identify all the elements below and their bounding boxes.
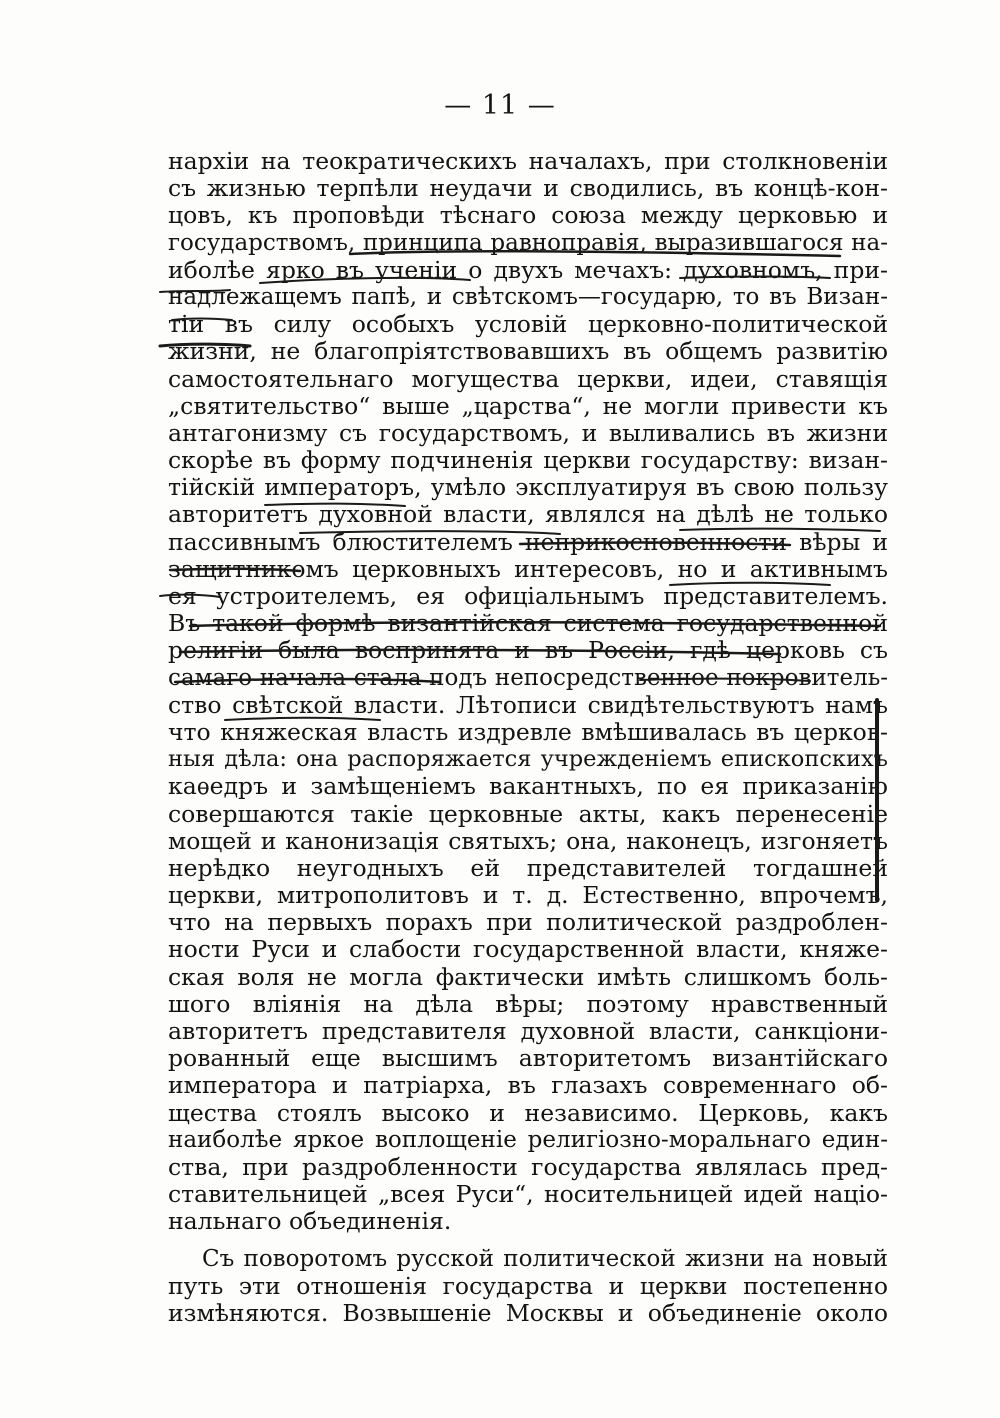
text-line: авторитетъ духовной власти, являлся на дѣлѣ не только <box>168 500 888 529</box>
text-line: Съ поворотомъ русской политической жизни на новый <box>202 1245 888 1272</box>
text-line: каѳедръ и замѣщеніемъ вакантныхъ, по ея приказанію <box>168 772 888 801</box>
text-line: жизни, не благопріятствовавшихъ въ общемъ развитію <box>168 337 888 366</box>
text-line: ставительницей „всея Руси“, носительницей идей націо- <box>168 1180 888 1209</box>
text-line: самаго начала стала подъ непосредственное покровитель- <box>168 664 888 691</box>
text-line: ство свѣтской власти. Лѣтописи свидѣтельствуютъ намъ <box>168 690 888 719</box>
text-line: иболѣе ярко въ ученіи о двухъ мечахъ: духовномъ, при- <box>168 255 888 284</box>
text-line: нархіи на теократическихъ началахъ, при столкновеніи <box>168 147 888 175</box>
text-line: государствомъ, принципа равноправія, выразившагося на- <box>168 229 888 256</box>
text-line: щества стоялъ высоко и независимо. Церковь, какъ <box>168 1098 888 1127</box>
text-line: наиболѣе яркое воплощеніе религіозно-моральнаго един- <box>168 1126 888 1153</box>
text-line: церкви, митрополитовъ и т. д. Естественно, впрочемъ, <box>168 881 888 910</box>
text-line: нерѣдко неугодныхъ ей представителей тогдашней <box>168 853 888 882</box>
text-line: авторитетъ представителя духовной власти, санкціони- <box>168 1017 888 1045</box>
body-text <box>168 148 888 1327</box>
text-line: надлежащемъ папѣ, и свѣтскомъ—государю, то въ Визан- <box>168 283 888 310</box>
paragraph-gap <box>168 1236 888 1246</box>
text-line: тіи въ силу особыхъ условій церковно-политической <box>168 310 888 339</box>
text-line: ства, при раздробленности государства являлась пред- <box>168 1152 888 1181</box>
text-line: ская воля не могла фактически имѣть слишкомъ боль- <box>168 962 888 991</box>
text-line: пассивнымъ блюстителемъ неприкосновенности вѣры и <box>168 527 888 556</box>
text-line: ныя дѣла: она распоряжается учрежденіемъ епископскихъ <box>168 746 888 773</box>
text-line: нальнаго объединенія. <box>168 1207 452 1236</box>
text-line: ея устроителемъ, ея офиціальнымъ представителемъ. <box>168 582 888 610</box>
text-line: антагонизму съ государствомъ, и выливались въ жизни <box>168 418 888 447</box>
text-line: цовъ, къ проповѣди тѣснаго союза между церковью и <box>168 201 888 230</box>
text-line: религіи была воспринята и въ Россіи, гдѣ церковь съ <box>168 636 888 665</box>
text-line: совершаются такіе церковные акты, какъ перенесеніе <box>168 799 888 828</box>
text-line: скорѣе въ форму подчиненія церкви государству: визан- <box>168 446 888 475</box>
text-line: шого вліянія на дѣла вѣры; поэтому нравственный <box>168 989 888 1018</box>
text-line: мощей и канонизація святыхъ; она, наконецъ, изгоняетъ <box>168 826 888 855</box>
text-line: рованный еще высшимъ авторитетомъ византійскаго <box>168 1044 888 1073</box>
text-line: измѣняются. Возвышеніе Москвы и объединеніе около <box>168 1298 888 1327</box>
text-line: императора и патріарха, въ глазахъ современнаго об- <box>168 1071 888 1100</box>
text-line: тійскій императоръ, умѣло эксплуатируя въ свою пользу <box>168 473 888 502</box>
text-line: защитникомъ церковныхъ интересовъ, но и активнымъ <box>168 554 888 583</box>
text-line: „святительство“ выше „царства“, не могли привести къ <box>168 391 888 420</box>
paragraph-1 <box>168 148 888 1236</box>
paragraph-2 <box>168 1246 888 1328</box>
text-line: съ жизнью терпѣли неудачи и сводились, въ концѣ-кон- <box>168 174 888 203</box>
text-line: самостоятельнаго могущества церкви, идеи, ставящія <box>168 364 888 393</box>
text-line: ности Руси и слабости государственной власти, княже- <box>168 935 888 964</box>
text-line: что на первыхъ порахъ при политической раздроблен- <box>168 908 888 937</box>
text-line: путь эти отношенія государства и церкви постепенно <box>168 1271 888 1300</box>
page-number: — 11 — <box>444 90 556 121</box>
text-line: что княжеская власть издревле вмѣшивалась въ церков- <box>168 717 888 746</box>
text-line: Въ такой формѣ византійская система государственной <box>168 609 888 638</box>
